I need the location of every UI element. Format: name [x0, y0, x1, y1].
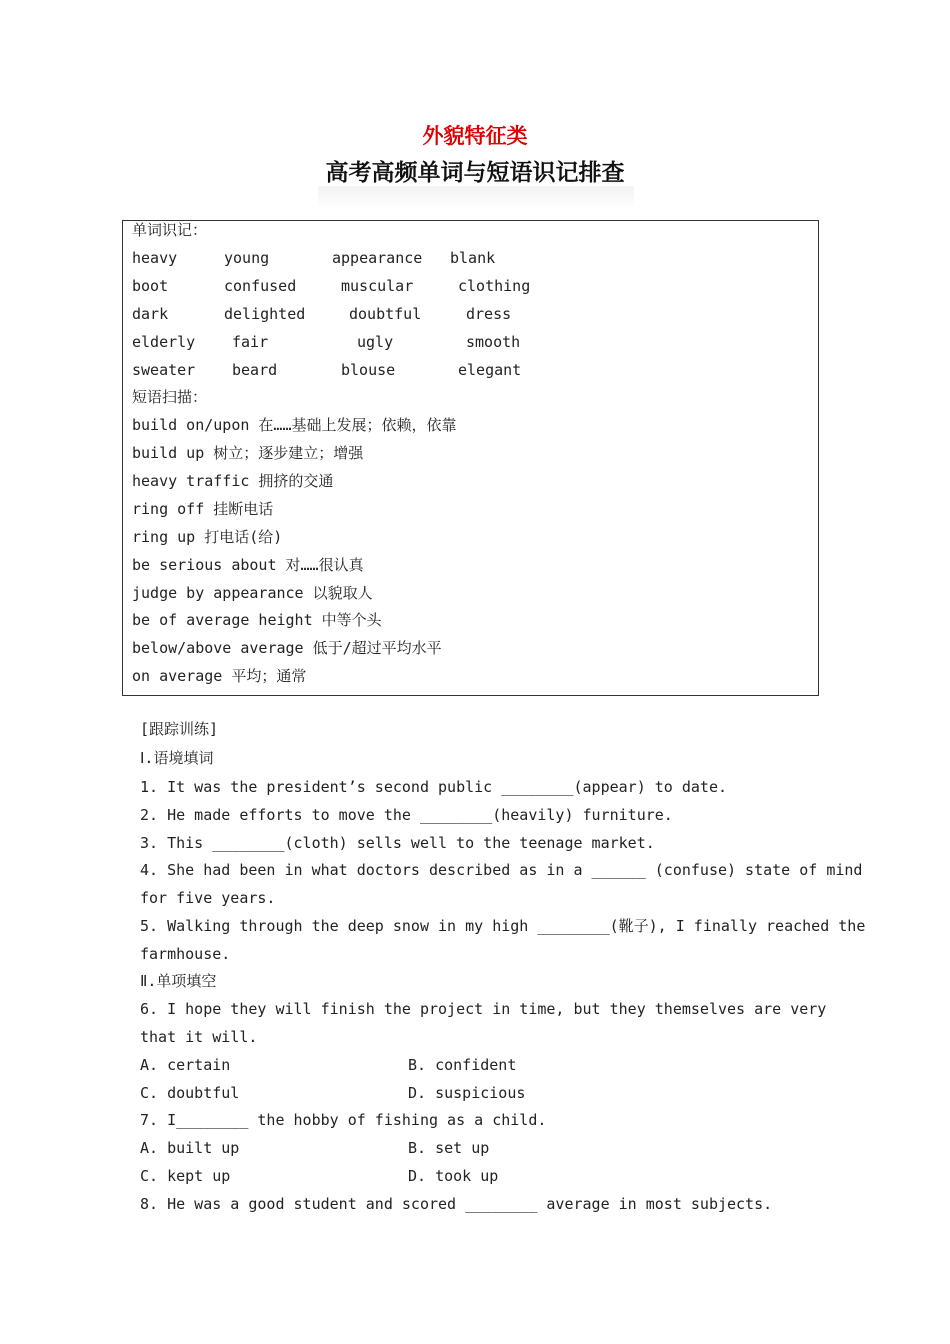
question-7: 7. I________ the hobby of fishing as a child. [140, 1111, 547, 1129]
word-cell: dark [132, 305, 169, 323]
word-cell: beard [232, 361, 278, 379]
option-a: A. certain [140, 1056, 231, 1074]
phrase-item: ring off 挂断电话 [132, 500, 274, 518]
word-cell: heavy [132, 249, 178, 267]
phrase-item: be of average height 中等个头 [132, 611, 382, 629]
word-cell: elderly [132, 333, 196, 351]
question-6-cont: that it will. [140, 1028, 258, 1046]
section-title: Ⅰ.语境填词 [140, 749, 214, 767]
category-title: 外貌特征类 [422, 124, 528, 148]
phrase-item: below/above average 低于/超过平均水平 [132, 639, 442, 657]
option-a: A. built up [140, 1139, 240, 1157]
word-cell: smooth [466, 333, 521, 351]
word-cell: muscular [341, 277, 414, 295]
phrase-item: heavy traffic 拥挤的交通 [132, 472, 334, 490]
word-cell: doubtful [349, 305, 422, 323]
section-title: Ⅱ.单项填空 [140, 972, 217, 990]
word-cell: clothing [458, 277, 531, 295]
word-cell: blank [450, 249, 496, 267]
question-4: 4. She had been in what doctors described as in a ______ (confuse) state of mind [140, 861, 863, 879]
question-6: 6. I hope they will finish the project in time, but they themselves are very [140, 1000, 827, 1018]
option-c: C. kept up [140, 1167, 231, 1185]
word-cell: confused [224, 277, 297, 295]
word-cell: delighted [224, 305, 306, 323]
option-c: C. doubtful [140, 1084, 240, 1102]
word-cell: young [224, 249, 270, 267]
question-2: 2. He made efforts to move the ________(heavily) furniture. [140, 806, 673, 824]
phrases-label: 短语扫描： [132, 388, 208, 406]
words-label: 单词识记： [132, 221, 208, 239]
phrase-item: ring up 打电话(给) [132, 528, 283, 546]
option-b: B. set up [408, 1139, 490, 1157]
exercise-heading: [跟踪训练] [140, 720, 219, 738]
word-cell: ugly [357, 333, 394, 351]
word-cell: appearance [332, 249, 423, 267]
page-title: 高考高频单词与短语识记排查 [325, 160, 625, 186]
word-cell: fair [232, 333, 269, 351]
word-cell: dress [466, 305, 512, 323]
word-cell: blouse [341, 361, 396, 379]
option-b: B. confident [408, 1056, 517, 1074]
question-4-cont: for five years. [140, 889, 276, 907]
phrase-item: build on/upon 在……基础上发展；依赖，依靠 [132, 416, 457, 434]
question-5-cont: farmhouse. [140, 945, 231, 963]
question-3: 3. This ________(cloth) sells well to the teenage market. [140, 834, 655, 852]
word-cell: boot [132, 277, 169, 295]
word-cell: sweater [132, 361, 196, 379]
word-cell: elegant [458, 361, 522, 379]
question-5: 5. Walking through the deep snow in my high ________(靴子), I finally reached the [140, 917, 866, 935]
option-d: D. took up [408, 1167, 499, 1185]
option-d: D. suspicious [408, 1084, 526, 1102]
phrase-item: judge by appearance 以貌取人 [132, 584, 373, 602]
question-8: 8. He was a good student and scored ________ average in most subjects. [140, 1195, 773, 1213]
phrase-item: be serious about 对……很认真 [132, 556, 364, 574]
title-shadow [318, 186, 634, 210]
phrase-item: build up 树立；逐步建立；增强 [132, 444, 364, 462]
phrase-item: on average 平均；通常 [132, 667, 307, 685]
question-1: 1. It was the president’s second public ________(appear) to date. [140, 778, 727, 796]
